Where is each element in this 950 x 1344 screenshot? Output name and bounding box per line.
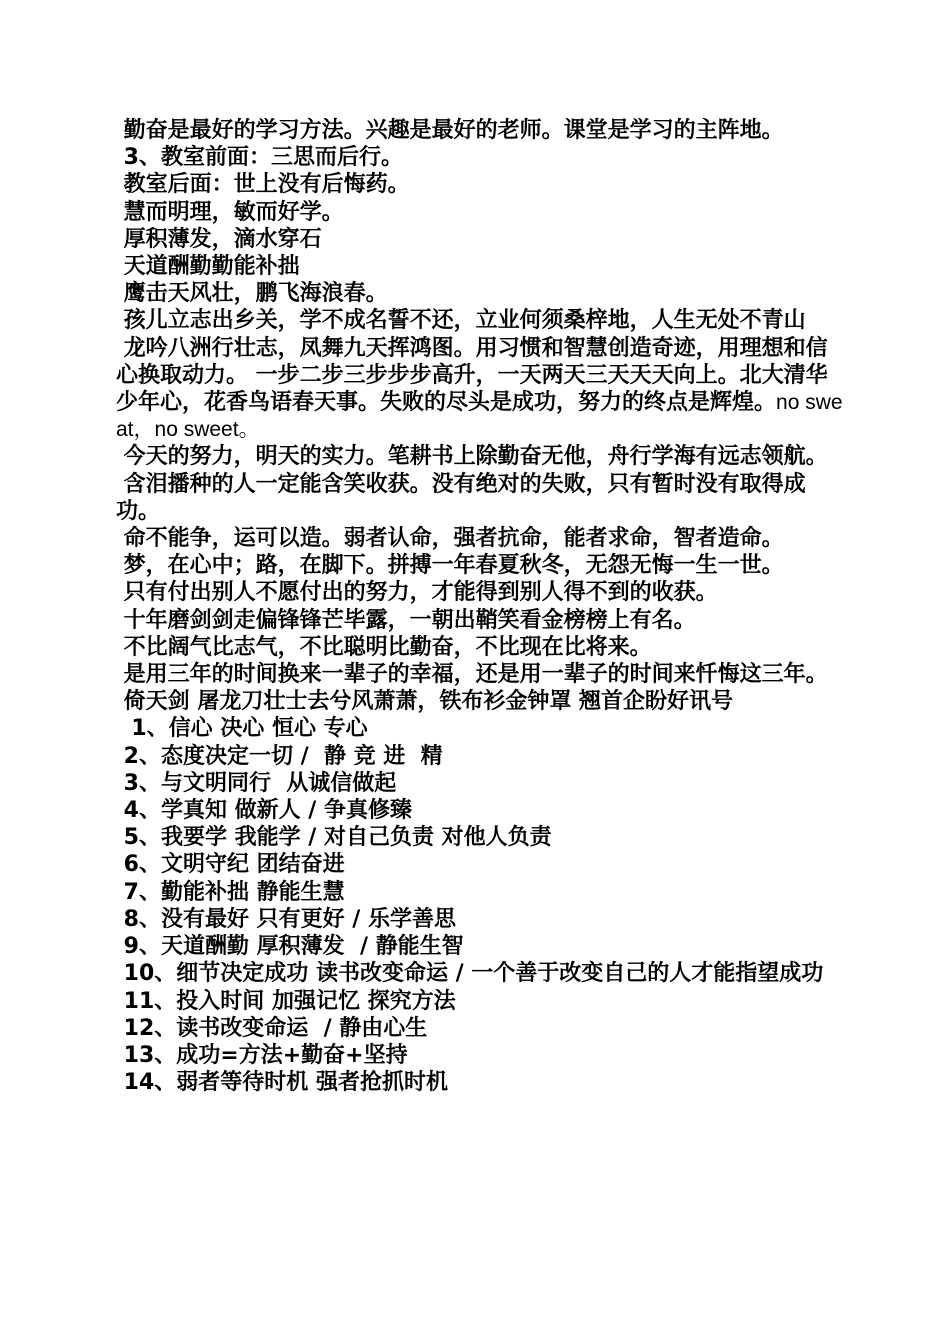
- list-item: 6、文明守纪 团结奋进: [116, 852, 345, 878]
- list-item: 13、成功=方法+勤奋+坚持: [116, 1042, 408, 1068]
- document-body: [116, 117, 846, 1096]
- text-line: 不比阔气比志气，不比聪明比勤奋，不比现在比将来。: [116, 634, 652, 660]
- text-line: 孩儿立志出乡关，学不成名誓不还，立业何须桑梓地，人生无处不青山: [116, 308, 806, 334]
- list-item: 3、与文明同行 从诚信做起: [116, 770, 397, 796]
- paragraph-text: 龙吟八洲行壮志，凤舞九天挥鸿图。用习惯和智慧创造奇迹，用理想和信心换取动力。 一步二步三步步步高升，一天两天三天天天向上。北大清华少年心，花香鸟语春天事。失败的尽头是成功，努力的终点是辉煌。: [116, 335, 828, 416]
- text-line: 厚积薄发，滴水穿石: [116, 226, 322, 252]
- list-item: 12、读书改变命运 / 静由心生: [116, 1015, 428, 1041]
- list-item: 8、没有最好 只有更好 / 乐学善思: [116, 906, 456, 932]
- list-item: 10、细节决定成功 读书改变命运 / 一个善于改变自己的人才能指望成功: [116, 961, 824, 987]
- list-item: 11、投入时间 加强记忆 探究方法: [116, 988, 456, 1014]
- text-line: 慧而明理，敏而好学。: [116, 199, 344, 225]
- text-line: 教室后面：世上没有后悔药。: [116, 172, 410, 198]
- text-line: 含泪播种的人一定能含笑收获。没有绝对的失败，只有暂时没有取得成功。: [116, 471, 806, 524]
- text-line: 3、教室前面：三思而后行。: [116, 145, 403, 171]
- text-line: 命不能争，运可以造。弱者认命，强者抗命，能者求命，智者造命。: [116, 526, 784, 552]
- text-line: 鹰击天风壮，鹏飞海浪春。: [116, 281, 388, 307]
- list-item: 14、弱者等待时机 强者抢抓时机: [116, 1070, 448, 1096]
- latin-text: no sweat，no sweet。: [116, 391, 843, 442]
- text-line: 是用三年的时间换来一辈子的幸福，还是用一辈子的时间来忏悔这三年。: [116, 662, 828, 688]
- text-line: 十年磨剑剑走偏锋锋芒毕露，一朝出鞘笑看金榜榜上有名。: [116, 607, 696, 633]
- text-paragraph: [116, 335, 846, 444]
- list-item: 1、信心 决心 恒心 专心: [116, 716, 368, 742]
- text-line: 勤奋是最好的学习方法。兴趣是最好的老师。课堂是学习的主阵地。: [116, 118, 784, 143]
- list-item: 9、天道酬勤 厚积薄发 / 静能生智: [116, 934, 464, 960]
- text-line: 倚天剑 屠龙刀壮士去兮风萧萧，铁布衫金钟罩 翘首企盼好讯号: [116, 689, 733, 715]
- text-line: 天道酬勤勤能补拙: [116, 254, 300, 280]
- text-line: 今天的努力，明天的实力。笔耕书上除勤奋无他，舟行学海有远志领航。: [116, 444, 828, 470]
- list-item: 7、勤能补拙 静能生慧: [116, 879, 345, 905]
- list-item: 4、学真知 做新人 / 争真修臻: [116, 798, 412, 824]
- list-item: 2、态度决定一切 / 静 竞 进 精: [116, 743, 443, 769]
- list-item: 5、我要学 我能学 / 对自己负责 对他人负责: [116, 825, 552, 851]
- text-line: 梦，在心中；路，在脚下。拼搏一年春夏秋冬，无怨无悔一生一世。: [116, 553, 784, 579]
- text-line: 只有付出别人不愿付出的努力，才能得到别人得不到的收获。: [116, 580, 718, 606]
